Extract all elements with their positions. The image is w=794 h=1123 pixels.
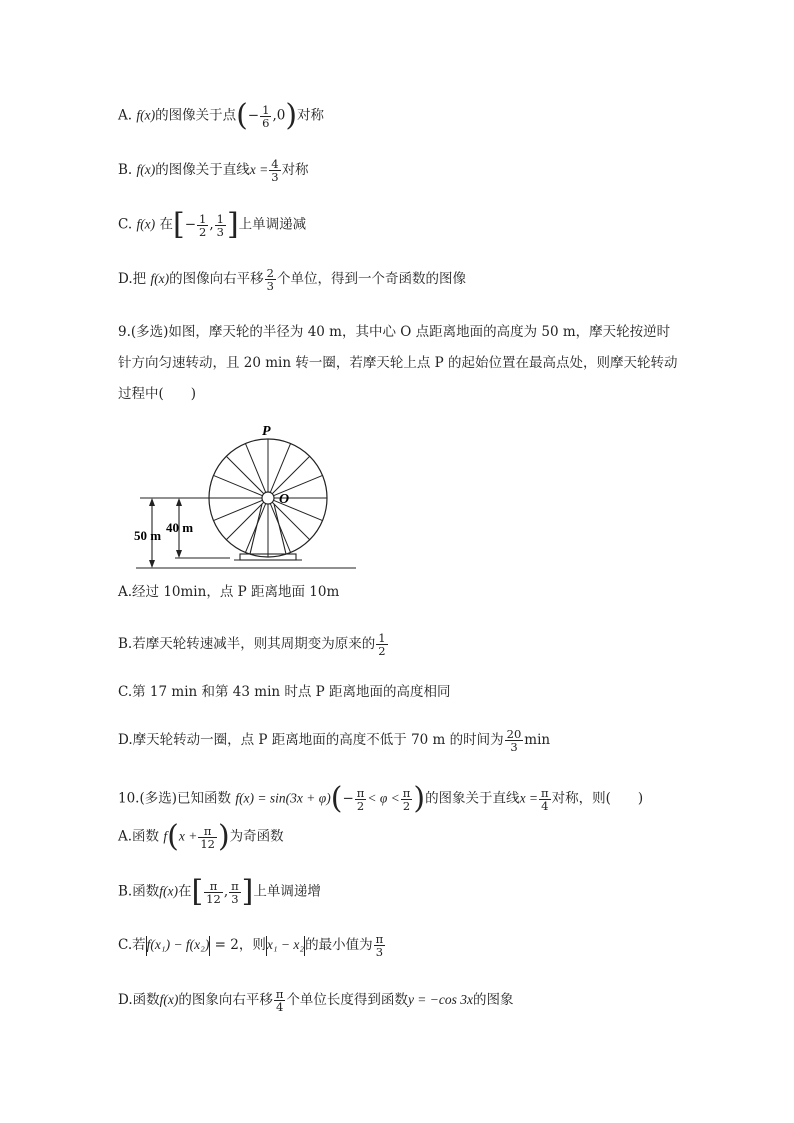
fraction: $\frac{\pi}{4}$ [275, 987, 284, 1014]
option-8c: C. f(x) 在[− $\frac{1}{2}$ , $\frac{1}{3}$ ]上单调递减 [118, 207, 307, 242]
option-10a: A.函数 f(x + $\frac{\pi}{12}$ )为奇函数 [118, 819, 284, 854]
option-8d: D.把 f(x)的图像向右平移 $\frac{2}{3}$ 个单位，得到一个奇函数的图像 [118, 266, 466, 293]
fraction: $\frac{\pi}{4}$ [541, 785, 549, 813]
option-9c: C.第 17 min 和第 43 min 时点 P 距离地面的高度相同 [118, 684, 451, 700]
fraction: $\frac{4}{3}$ [271, 157, 279, 184]
fraction: $\frac{1}{2}$ [199, 211, 207, 239]
support-right [274, 504, 286, 554]
ferris-wheel-figure [130, 418, 362, 570]
fraction: $\frac{\pi}{3}$ [375, 932, 384, 959]
option-8b: B. f(x)的图像关于直线x = $\frac{4}{3}$ 对称 [118, 157, 309, 184]
fraction: $\frac{2}{3}$ [266, 266, 274, 293]
label-o: O [279, 492, 290, 507]
option-10d: D.函数f(x)的图象向右平移 $\frac{\pi}{4}$ 个单位长度得到函数y = −cos 3x的图象 [118, 987, 514, 1014]
fraction: $\frac{\pi}{12}$ [200, 823, 215, 851]
fraction: $\frac{\pi}{3}$ [231, 878, 239, 906]
question-9-stem: 9.(多选)如图，摩天轮的半径为 40 m，其中心 O 点距离地面的高度为 50 m，摩天轮按逆时针方向匀速转动，且 20 min 转一圈，若摩天轮上点 P 的起始位置在最高点处，则摩天轮转动过程中( ) [118, 324, 678, 402]
fraction: $\frac{1}{3}$ [216, 211, 224, 239]
option-9d: D.摩天轮转动一圈，点 P 距离地面的高度不低于 70 m 的时间为 $\frac{20}{3}$ min [118, 727, 551, 754]
question-10-stem: 10.(多选)已知函数 f(x) = sin(3x + φ)(− $\frac{\pi}{2}$ < φ < $\frac{\pi}{2}$ )的图象关于直线x = $\frac{\pi}{4}$ 对称，则( ) [118, 781, 644, 816]
option-10c: C.若f(x₁) − f(x₂) = 2，则x₁ − x₂的最小值为 $\frac{\pi}{3}$ [118, 932, 384, 959]
wheel-hub [262, 492, 274, 504]
label-50m: 50 m [134, 528, 162, 543]
fraction: $\frac{\pi}{2}$ [356, 785, 365, 813]
support-left [250, 504, 262, 554]
fraction: $\frac{1}{2}$ [378, 631, 386, 658]
label-p: P [262, 424, 271, 439]
fraction: $\frac{\pi}{12}$ [206, 878, 221, 906]
option-8a: A. f(x)的图像关于点(− $\frac{1}{6}$ ,0)对称 [118, 98, 325, 133]
fraction: $\frac{\pi}{2}$ [402, 785, 411, 813]
label-40m: 40 m [166, 520, 194, 535]
fraction: $\frac{20}{3}$ [506, 727, 522, 754]
fraction: $\frac{1}{6}$ [262, 102, 270, 130]
option-9b: B.若摩天轮转速减半，则其周期变为原来的 $\frac{1}{2}$ [118, 631, 386, 658]
option-9a: A.经过 10min，点 P 距离地面 10m [118, 584, 340, 600]
option-10b: B.函数f(x)在[ $\frac{\pi}{12}$ , $\frac{\pi}{3}$ ]上单调递增 [118, 874, 321, 909]
